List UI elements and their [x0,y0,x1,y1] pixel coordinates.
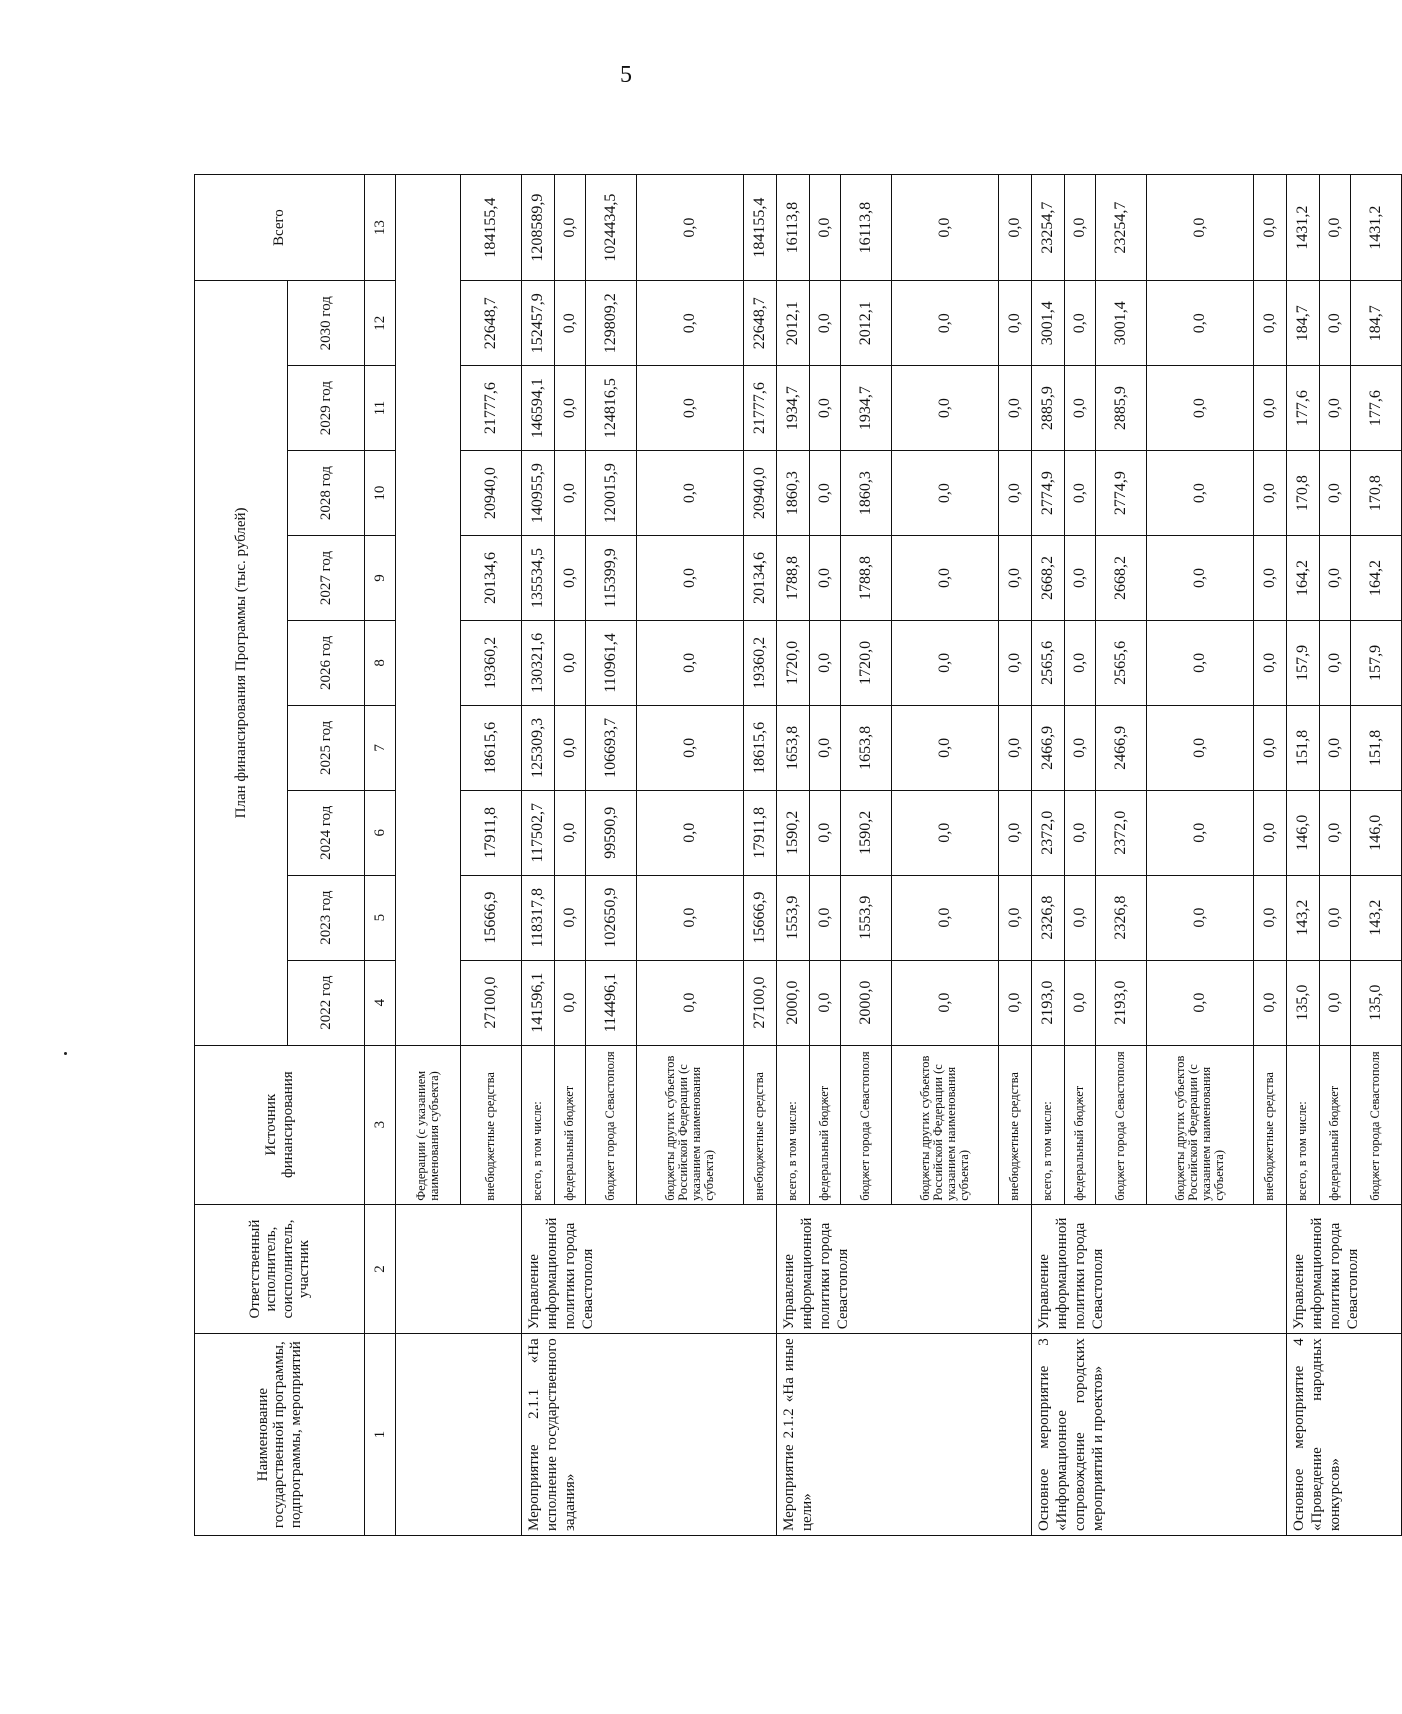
value-cell: 146594,1 [522,366,555,451]
value-cell: 1590,2 [841,790,892,875]
value-cell: 0,0 [637,620,744,705]
funding-source: бюджеты других субъектов Российской Федерации (с указанием наименования субъекта) [637,1045,744,1204]
value-cell: 0,0 [1320,451,1351,536]
value-cell: 0,0 [1147,705,1254,790]
column-index: 13 [365,175,396,281]
value-cell: 2326,8 [1096,875,1147,960]
value-cell: 0,0 [892,790,999,875]
value-cell: 1590,2 [777,790,810,875]
column-index: 3 [365,1045,396,1204]
value-cell: 18615,6 [744,705,777,790]
value-cell: 0,0 [1254,451,1287,536]
value-cell: 0,0 [892,451,999,536]
column-index: 1 [365,1334,396,1536]
value-cell: 0,0 [1147,960,1254,1045]
value-cell: 0,0 [637,705,744,790]
funding-source: федеральный бюджет [1320,1045,1351,1204]
value-cell: 0,0 [555,366,586,451]
value-cell: 15666,9 [461,875,522,960]
value-cell: 0,0 [892,705,999,790]
value-cell: 115399,9 [586,536,637,621]
value-cell: 0,0 [999,536,1032,621]
value-cell: 0,0 [810,705,841,790]
value-cell: 0,0 [999,620,1032,705]
column-index: 6 [365,790,396,875]
table-row [1287,175,1320,1536]
continuation-empty [396,175,461,1046]
funding-source: всего, в том числе: [1287,1045,1320,1204]
header-total: Всего [195,175,365,281]
funding-source: федеральный бюджет [810,1045,841,1204]
value-cell: 129809,2 [586,281,637,366]
value-cell: 0,0 [999,281,1032,366]
header-year: 2023 год [288,875,365,960]
value-cell: 2012,1 [777,281,810,366]
total-value-cell: 0,0 [637,175,744,281]
total-value-cell: 0,0 [1320,175,1351,281]
funding-source: бюджет города Севастополя [586,1045,637,1204]
value-cell: 130321,6 [522,620,555,705]
responsible-executor: Управление информационной политики города Севастополя [1287,1204,1402,1334]
value-cell: 0,0 [1320,366,1351,451]
funding-source: внебюджетные средства [744,1045,777,1204]
value-cell: 0,0 [555,620,586,705]
value-cell: 1720,0 [841,620,892,705]
value-cell: 125309,3 [522,705,555,790]
value-cell: 2012,1 [841,281,892,366]
value-cell: 0,0 [999,875,1032,960]
column-index: 8 [365,620,396,705]
value-cell: 0,0 [1065,790,1096,875]
value-cell: 0,0 [810,281,841,366]
funding-source: всего, в том числе: [522,1045,555,1204]
scan-dot [64,1052,67,1055]
value-cell: 0,0 [1254,875,1287,960]
value-cell: 0,0 [1254,620,1287,705]
value-cell: 2372,0 [1096,790,1147,875]
value-cell: 184,7 [1287,281,1320,366]
total-value-cell: 0,0 [810,175,841,281]
value-cell: 0,0 [810,875,841,960]
value-cell: 102650,9 [586,875,637,960]
total-value-cell: 1024434,5 [586,175,637,281]
header-plan: План финансирования Программы (тыс. рублей) [195,281,288,1045]
value-cell: 2372,0 [1032,790,1065,875]
funding-source: бюджет города Севастополя [1351,1045,1402,1204]
value-cell: 2193,0 [1096,960,1147,1045]
header-year: 2027 год [288,536,365,621]
responsible-executor: Управление информационной политики города Севастополя [522,1204,777,1334]
value-cell: 0,0 [555,960,586,1045]
column-index: 12 [365,281,396,366]
value-cell: 120015,9 [586,451,637,536]
value-cell: 0,0 [555,451,586,536]
value-cell: 0,0 [1065,620,1096,705]
value-cell: 0,0 [637,536,744,621]
value-cell: 0,0 [1147,790,1254,875]
total-value-cell: 1208589,9 [522,175,555,281]
value-cell: 0,0 [1147,281,1254,366]
value-cell: 143,2 [1351,875,1402,960]
funding-source: бюджет города Севастополя [1096,1045,1147,1204]
value-cell: 0,0 [810,620,841,705]
value-cell: 0,0 [555,281,586,366]
value-cell: 0,0 [555,536,586,621]
value-cell: 1788,8 [777,536,810,621]
value-cell: 151,8 [1351,705,1402,790]
value-cell: 20134,6 [744,536,777,621]
page-number: 5 [620,62,632,88]
value-cell: 0,0 [637,366,744,451]
value-cell: 0,0 [892,620,999,705]
value-cell: 1934,7 [777,366,810,451]
column-index: 9 [365,536,396,621]
value-cell: 141596,1 [522,960,555,1045]
total-value-cell: 0,0 [555,175,586,281]
funding-source: бюджеты других субъектов Российской Федерации (с указанием наименования субъекта) [892,1045,999,1204]
value-cell: 2774,9 [1096,451,1147,536]
activity-name: Основное мероприятие 3 «Информационное сопровождение городских мероприятий и проектов» [1032,1334,1287,1536]
value-cell: 3001,4 [1032,281,1065,366]
value-cell: 0,0 [1065,451,1096,536]
value-cell: 0,0 [892,960,999,1045]
funding-source: бюджеты других субъектов Российской Федерации (с указанием наименования субъекта) [1147,1045,1254,1204]
value-cell: 2668,2 [1032,536,1065,621]
value-cell: 2466,9 [1096,705,1147,790]
value-cell: 2885,9 [1032,366,1065,451]
value-cell: 2000,0 [777,960,810,1045]
value-cell: 0,0 [892,366,999,451]
value-cell: 3001,4 [1096,281,1147,366]
value-cell: 0,0 [892,281,999,366]
value-cell: 0,0 [1065,536,1096,621]
responsible-executor: Управление информационной политики города Севастополя [1032,1204,1287,1334]
value-cell: 0,0 [1065,705,1096,790]
value-cell: 2466,9 [1032,705,1065,790]
value-cell: 157,9 [1287,620,1320,705]
value-cell: 152457,9 [522,281,555,366]
value-cell: 1860,3 [841,451,892,536]
value-cell: 1720,0 [777,620,810,705]
value-cell: 0,0 [999,790,1032,875]
continuation-name-cell [396,1334,522,1536]
value-cell: 177,6 [1287,366,1320,451]
value-cell: 0,0 [637,281,744,366]
funding-source: всего, в том числе: [1032,1045,1065,1204]
value-cell: 184155,4 [461,175,522,281]
value-cell: 164,2 [1287,536,1320,621]
header-year: 2025 год [288,705,365,790]
value-cell: 0,0 [637,875,744,960]
value-cell: 135,0 [1351,960,1402,1045]
value-cell: 170,8 [1351,451,1402,536]
value-cell: 0,0 [1147,875,1254,960]
value-cell: 0,0 [555,875,586,960]
value-cell: 2885,9 [1096,366,1147,451]
continuation-responsible-cell [396,1204,522,1334]
value-cell: 170,8 [1287,451,1320,536]
column-index: 11 [365,366,396,451]
column-index: 2 [365,1204,396,1334]
value-cell: 0,0 [999,705,1032,790]
value-cell: 2565,6 [1032,620,1065,705]
value-cell: 2774,9 [1032,451,1065,536]
column-index: 7 [365,705,396,790]
value-cell: 143,2 [1287,875,1320,960]
value-cell: 118317,8 [522,875,555,960]
value-cell: 27100,0 [461,960,522,1045]
total-value-cell: 0,0 [1147,175,1254,281]
value-cell: 0,0 [1065,366,1096,451]
value-cell: 146,0 [1351,790,1402,875]
value-cell: 146,0 [1287,790,1320,875]
value-cell: 164,2 [1351,536,1402,621]
value-cell: 0,0 [810,451,841,536]
funding-source: внебюджетные средства [999,1045,1032,1204]
rotated-table-wrapper [194,174,1384,1536]
value-cell: 124816,5 [586,366,637,451]
value-cell: 1934,7 [841,366,892,451]
activity-name: Основное мероприятие 4 «Проведение народных конкурсов» [1287,1334,1402,1536]
value-cell: 0,0 [637,960,744,1045]
value-cell: 27100,0 [744,960,777,1045]
value-cell: 177,6 [1351,366,1402,451]
value-cell: 19360,2 [461,620,522,705]
value-cell: 0,0 [892,875,999,960]
value-cell: 0,0 [892,536,999,621]
value-cell: 151,8 [1287,705,1320,790]
value-cell: 1653,8 [777,705,810,790]
value-cell: 110961,4 [586,620,637,705]
value-cell: 0,0 [1320,790,1351,875]
value-cell: 20940,0 [461,451,522,536]
value-cell: 1788,8 [841,536,892,621]
value-cell: 17911,8 [461,790,522,875]
financing-table [194,174,1402,1536]
value-cell: 0,0 [1254,536,1287,621]
value-cell: 117502,7 [522,790,555,875]
header-source: Источник финансирования [195,1045,365,1204]
value-cell: 1553,9 [841,875,892,960]
value-cell: 1553,9 [777,875,810,960]
value-cell: 0,0 [1320,536,1351,621]
value-cell: 0,0 [1147,366,1254,451]
value-cell: 20134,6 [461,536,522,621]
activity-name: Мероприятие 2.1.2 «На иные цели» [777,1334,1032,1536]
table-row [522,175,555,1536]
value-cell: 0,0 [1320,875,1351,960]
value-cell: 21777,6 [461,366,522,451]
value-cell: 0,0 [555,705,586,790]
value-cell: 19360,2 [744,620,777,705]
header-responsible: Ответственный исполнитель, соисполнитель, участник [195,1204,365,1334]
total-value-cell: 0,0 [892,175,999,281]
value-cell: 99590,9 [586,790,637,875]
value-cell: 2193,0 [1032,960,1065,1045]
value-cell: 135,0 [1287,960,1320,1045]
value-cell: 0,0 [1320,960,1351,1045]
value-cell: 0,0 [1254,281,1287,366]
table-row [777,175,810,1536]
value-cell: 0,0 [1320,281,1351,366]
funding-source: внебюджетные средства [1254,1045,1287,1204]
responsible-executor: Управление информационной политики города Севастополя [777,1204,1032,1334]
value-cell: 184,7 [1351,281,1402,366]
value-cell: 1653,8 [841,705,892,790]
header-name: Наименование государственной программы, подпрограммы, мероприятий [195,1334,365,1536]
total-value-cell: 1431,2 [1351,175,1402,281]
value-cell: 2668,2 [1096,536,1147,621]
value-cell: 0,0 [1147,620,1254,705]
value-cell: 0,0 [810,960,841,1045]
value-cell: 0,0 [1254,790,1287,875]
funding-source: бюджет города Севастополя [841,1045,892,1204]
value-cell: 0,0 [999,451,1032,536]
total-value-cell: 16113,8 [777,175,810,281]
value-cell: 0,0 [999,366,1032,451]
value-cell: 0,0 [810,536,841,621]
value-cell: 0,0 [1320,620,1351,705]
value-cell: 0,0 [1065,875,1096,960]
value-cell: 135534,5 [522,536,555,621]
value-cell: 157,9 [1351,620,1402,705]
value-cell: 15666,9 [744,875,777,960]
total-value-cell: 16113,8 [841,175,892,281]
continuation-source: Федерации (с указанием наименования субъекта) [396,1045,461,1204]
value-cell: 1860,3 [777,451,810,536]
value-cell: 0,0 [1065,960,1096,1045]
value-cell: 2565,6 [1096,620,1147,705]
value-cell: 0,0 [1254,960,1287,1045]
value-cell: 114496,1 [586,960,637,1045]
value-cell: 140955,9 [522,451,555,536]
value-cell: 0,0 [810,790,841,875]
value-cell: 106693,7 [586,705,637,790]
activity-name: Мероприятие 2.1.1 «На исполнение государственного задания» [522,1334,777,1536]
total-value-cell: 184155,4 [744,175,777,281]
header-year: 2026 год [288,620,365,705]
total-value-cell: 0,0 [999,175,1032,281]
table-row [1032,175,1065,1536]
value-cell: 22648,7 [744,281,777,366]
header-year: 2028 год [288,451,365,536]
value-cell: 0,0 [1254,705,1287,790]
funding-source: федеральный бюджет [1065,1045,1096,1204]
continuation-source-offbudget: внебюджетные средства [461,1045,522,1204]
total-value-cell: 1431,2 [1287,175,1320,281]
value-cell: 0,0 [1254,366,1287,451]
value-cell: 17911,8 [744,790,777,875]
value-cell: 0,0 [999,960,1032,1045]
value-cell: 0,0 [637,790,744,875]
value-cell: 0,0 [1147,451,1254,536]
value-cell: 20940,0 [744,451,777,536]
header-year: 2022 год [288,960,365,1045]
header-year: 2029 год [288,366,365,451]
total-value-cell: 23254,7 [1032,175,1065,281]
column-index: 5 [365,875,396,960]
total-value-cell: 0,0 [1065,175,1096,281]
total-value-cell: 0,0 [1254,175,1287,281]
value-cell: 21777,6 [744,366,777,451]
value-cell: 0,0 [1065,281,1096,366]
funding-source: всего, в том числе: [777,1045,810,1204]
column-index: 10 [365,451,396,536]
value-cell: 22648,7 [461,281,522,366]
value-cell: 0,0 [637,451,744,536]
value-cell: 2326,8 [1032,875,1065,960]
total-value-cell: 23254,7 [1096,175,1147,281]
header-year: 2030 год [288,281,365,366]
header-year: 2024 год [288,790,365,875]
value-cell: 0,0 [1147,536,1254,621]
column-index: 4 [365,960,396,1045]
value-cell: 18615,6 [461,705,522,790]
value-cell: 2000,0 [841,960,892,1045]
value-cell: 0,0 [810,366,841,451]
value-cell: 0,0 [1320,705,1351,790]
value-cell: 0,0 [555,790,586,875]
funding-source: федеральный бюджет [555,1045,586,1204]
